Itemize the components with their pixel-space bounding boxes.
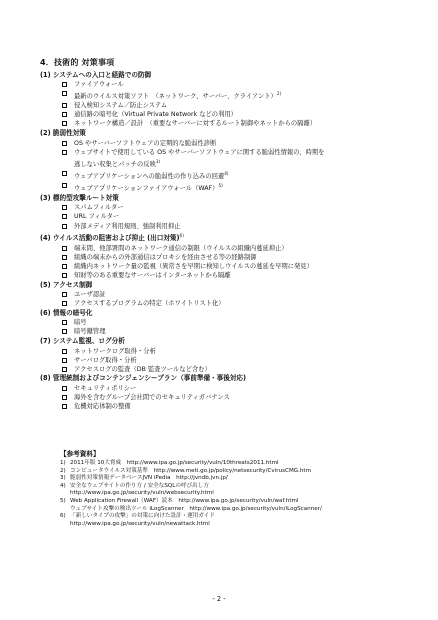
list-item-text: ウェブサイトで使用している OS やサーバーソフトウェアに関する脆弱性情報の、時期を: [74, 148, 325, 156]
checkbox-bullet-icon: [62, 171, 67, 176]
reference-item: [60, 483, 430, 491]
checkbox-bullet-icon: [62, 349, 67, 354]
checkbox-bullet-icon: [62, 121, 67, 126]
reference-text: 脆弱性対策情報データベースJVN iPedia http://jvndb.jvn.jp/: [70, 475, 228, 482]
reference-item: [60, 475, 430, 483]
list-item-text: サーバログ取得・分析: [74, 356, 137, 364]
reference-item: [60, 498, 430, 506]
list-item-text: 組織内ネットワーク量の監視（異常さを早期に検知しウイルスの蔓延を早期に発見）: [74, 262, 313, 270]
section-title-text: (1) システムへの入口と経路での防御: [40, 70, 152, 79]
list-item-text: ユーザ認証: [74, 291, 106, 299]
list-item: [40, 181, 420, 193]
list-item: [40, 347, 420, 356]
section-title-text: (4) ウイルス活動の阻害および抑止 (出口対策): [40, 234, 180, 243]
list-item: [40, 262, 420, 271]
list-item: [40, 356, 420, 365]
checkbox-bullet-icon: [62, 404, 67, 409]
reference-item: [60, 513, 430, 521]
list-item: [40, 327, 420, 336]
list-item: [40, 244, 420, 253]
checkbox-bullet-icon: [62, 82, 67, 87]
checkbox-bullet-icon: [62, 141, 67, 146]
list-item-text: 通信路の暗号化（Virtual Private Network などの利用）: [74, 111, 237, 119]
section-title-text: (6) 情報の暗号化: [40, 308, 93, 317]
list-item-text: 暗号鍵管理: [74, 328, 106, 336]
list-item: [40, 169, 420, 181]
reference-text: 「新しいタイプの攻撃」の対策に向けた設計・運用ガイド: [70, 513, 215, 520]
reference-text: ウェブサイト攻撃の検出ツール iLogScanner http://www.ipa.go.jp/security/vuln/iLogScanner/: [70, 505, 322, 512]
reference-number: 2): [60, 467, 66, 474]
reference-item: [60, 490, 430, 498]
list-item-text: OS やサーバーソフトウェアの定期的な脆弱性診断: [74, 139, 217, 147]
checkbox-bullet-icon: [62, 386, 67, 391]
reference-number: 1): [60, 460, 66, 466]
checkbox-bullet-icon: [62, 183, 67, 188]
list-item-text: 暗号: [74, 319, 87, 327]
checkbox-bullet-icon: [62, 358, 67, 363]
section-heading: 4．技術的 対策事項: [40, 58, 115, 67]
reference-text: Web Application Firewall（WAF）読本 http://www.ipa.go.jp/security/vuln/waf.html: [70, 497, 299, 504]
list-item: [40, 119, 420, 128]
list-item-text: 危機対応体制の整備: [74, 403, 131, 410]
page-number: - 2 -: [212, 595, 226, 603]
list-item: [40, 110, 420, 119]
list-item-text: アクセスするプログラムの特定（ホワイトリスト化）: [74, 300, 225, 308]
list-item: [40, 299, 420, 308]
checkbox-bullet-icon: [62, 320, 67, 325]
section-title-text: (7) システム監視、ログ分析: [40, 337, 125, 346]
reference-item: [60, 521, 430, 529]
checkbox-bullet-icon: [62, 150, 67, 155]
section-title: [40, 337, 420, 346]
list-item: [40, 222, 420, 231]
checkbox-bullet-icon: [62, 395, 67, 400]
checkbox-bullet-icon: [62, 292, 67, 297]
reference-text: http://www.ipa.go.jp/security/vuln/newattack.html: [70, 520, 210, 527]
list-item: [40, 365, 420, 374]
footnote-ref: 3): [155, 158, 161, 164]
list-item: [40, 139, 420, 148]
section-title-text: (3) 標的型攻撃ルート対策: [40, 193, 119, 202]
checkbox-bullet-icon: [62, 205, 67, 210]
footnote-ref: 4): [224, 170, 229, 176]
list-item-text: ファイアウォール: [74, 81, 124, 88]
list-item-text: アクセスログの監査（DB 監査ツールなど含む）: [74, 365, 211, 373]
section-title: [40, 129, 420, 138]
list-item: [40, 318, 420, 327]
checkbox-bullet-icon: [62, 301, 67, 306]
checkbox-bullet-icon: [62, 367, 67, 372]
checkbox-bullet-icon: [62, 103, 67, 108]
references-list: [60, 460, 430, 528]
list-item: [40, 80, 420, 89]
checkbox-bullet-icon: [62, 264, 67, 269]
list-item-continuation: [40, 157, 420, 169]
list-item: [40, 203, 420, 212]
reference-text: コンピュータウイルス対策基準 http://www.meti.go.jp/policy/netsecurity/CvirusCMG.htm: [70, 467, 312, 474]
list-item: [40, 101, 420, 110]
list-item-text: ネットワーク構造／設計 （重要なサーバーに対するルート制御やネットからの隔離）: [74, 120, 317, 128]
list-item-text: 端末間、他部署間のネットワーク通信の制限（ウイルスの組織内蔓延抑止）: [74, 244, 288, 252]
list-item-text: 海外を含むグループ会社間でのセキュリティガバナンス: [74, 393, 230, 401]
section-title: [40, 374, 420, 383]
checkbox-bullet-icon: [62, 273, 67, 278]
list-item-text: URL フィルター: [74, 213, 120, 221]
references-title: 【参考資料】: [60, 450, 100, 458]
reference-number: 4): [60, 482, 66, 489]
section-title-text: (8) 管理統制およびコンテンジェンシープラン（事前準備・事後対応): [40, 374, 247, 383]
reference-number: 6): [60, 513, 66, 520]
checkbox-bullet-icon: [62, 329, 67, 334]
list-item-text: 侵入検知システム／防止システム: [74, 102, 168, 110]
footnote-ref: 2): [276, 91, 282, 97]
reference-text: http://www.ipa.go.jp/security/vuln/websecurity.html: [70, 490, 214, 497]
section-title: [40, 194, 420, 203]
footnote-ref: 6): [179, 233, 184, 239]
section-title: [40, 231, 420, 244]
checkbox-bullet-icon: [62, 112, 67, 117]
section-title: [40, 281, 420, 290]
list-item-text: 最新のウイルス対策ソフト （ネットワーク、サーバー、クライアント）: [74, 93, 277, 101]
list-item-text: ウェブアプリケーションファイアウォール（WAF）: [74, 185, 219, 193]
list-item: [40, 253, 420, 262]
section-title: [40, 309, 420, 318]
section-title-text: (5) アクセス制御: [40, 280, 93, 289]
list-item: [40, 290, 420, 299]
checkbox-bullet-icon: [62, 91, 67, 96]
list-item-text: 外部メディア利用規則、強制利用抑止: [74, 222, 181, 230]
list-item-text: 知財等のある重要なサーバーはインターネットから隔離: [74, 272, 231, 280]
list-item: [40, 89, 420, 101]
list-item-text: 逃しない収集とパッチの反映: [74, 160, 156, 168]
reference-number: 5): [60, 497, 66, 504]
checkbox-bullet-icon: [62, 224, 67, 229]
list-item-text: ネットワークログ取得・分析: [74, 347, 156, 355]
list-item-text: スパムフィルター: [74, 204, 124, 212]
list-item: [40, 384, 420, 393]
footnote-ref: 5): [218, 183, 223, 189]
list-item: [40, 212, 420, 221]
reference-text: 安全なウェブサイトの作り方 / 安全なSQLの呼び出し方: [70, 482, 209, 489]
reference-text: 2011年版 10大脅威 http://www.ipa.go.jp/security/vuln/10threats2011.html: [70, 460, 279, 466]
list-item-text: ウェブアプリケーションへの脆弱性の作り込みの回避: [74, 173, 225, 181]
checkbox-bullet-icon: [62, 255, 67, 260]
references-block: [60, 448, 430, 528]
section-title: [40, 71, 420, 80]
checkbox-bullet-icon: [62, 214, 67, 219]
list-item: [40, 393, 420, 402]
list-item: [40, 402, 420, 411]
list-item-text: 組織の端末からの外部通信はプロキシを経由させる等の経路制御: [74, 253, 257, 261]
list-item: [40, 148, 420, 157]
checkbox-bullet-icon: [62, 246, 67, 251]
reference-number: 3): [60, 475, 66, 482]
reference-item: [60, 460, 430, 468]
section-title-text: (2) 脆弱性対策: [40, 129, 86, 138]
countermeasure-list: [40, 70, 420, 411]
list-item: [40, 271, 420, 280]
list-item-text: セキュリティポリシー: [74, 384, 137, 392]
